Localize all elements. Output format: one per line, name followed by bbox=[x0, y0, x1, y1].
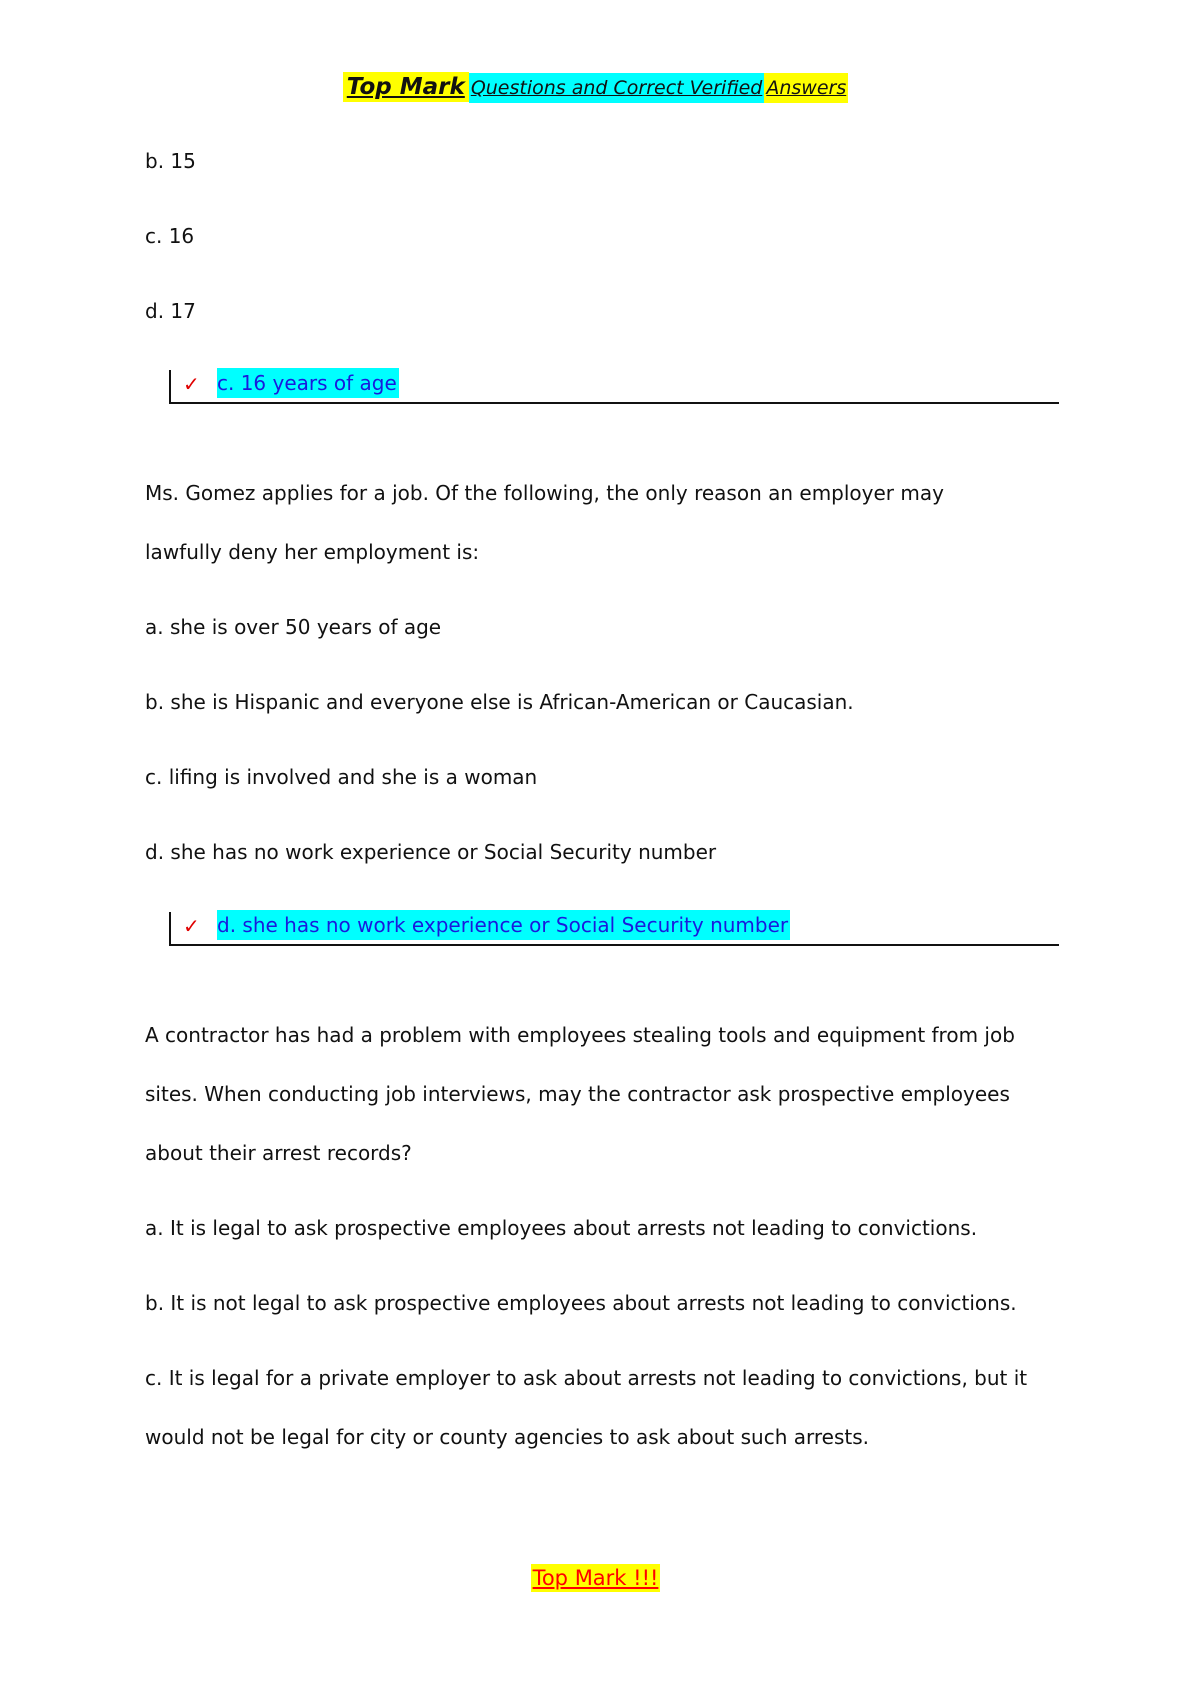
check-mark-icon: ✓ bbox=[183, 914, 200, 938]
q2-option-d: d. she has no work experience or Social Security number bbox=[145, 840, 717, 864]
q2-option-a: a. she is over 50 years of age bbox=[145, 615, 442, 639]
header-answers-label: Answers bbox=[764, 73, 848, 103]
check-mark-icon: ✓ bbox=[183, 372, 200, 396]
q2-question-line-2: lawfully deny her employment is: bbox=[145, 540, 480, 564]
page-footer bbox=[0, 1564, 1191, 1594]
q2-option-c: c. lifing is involved and she is a woman bbox=[145, 765, 538, 789]
page-header bbox=[0, 72, 1191, 104]
footer-text: Top Mark !!! bbox=[532, 1566, 659, 1590]
q1-option-b: b. 15 bbox=[145, 149, 196, 173]
q2-question-line-1: Ms. Gomez applies for a job. Of the following, the only reason an employer may bbox=[145, 481, 944, 505]
q3-option-c-line-1: c. It is legal for a private employer to ask about arrests not leading to convictions, but it bbox=[145, 1366, 1028, 1390]
header-brand: Top Mark bbox=[343, 72, 469, 102]
q1-option-d: d. 17 bbox=[145, 299, 196, 323]
q3-option-c-line-2: would not be legal for city or county agencies to ask about such arrests. bbox=[145, 1425, 870, 1449]
q3-option-a: a. It is legal to ask prospective employees about arrests not leading to convictions. bbox=[145, 1216, 978, 1240]
header-subtitle: Questions and Correct Verified bbox=[469, 73, 765, 103]
q1-answer-box bbox=[169, 370, 1059, 404]
q3-question-line-1: A contractor has had a problem with employees stealing tools and equipment from job bbox=[145, 1023, 1015, 1047]
q3-question-line-2: sites. When conducting job interviews, may the contractor ask prospective employees bbox=[145, 1082, 1010, 1106]
q2-answer: d. she has no work experience or Social Security number bbox=[217, 910, 790, 940]
q2-option-b: b. she is Hispanic and everyone else is African-American or Caucasian. bbox=[145, 690, 854, 714]
q1-option-c: c. 16 bbox=[145, 224, 195, 248]
q2-answer-box bbox=[169, 912, 1059, 946]
q3-question-line-3: about their arrest records? bbox=[145, 1141, 412, 1165]
q3-option-b: b. It is not legal to ask prospective employees about arrests not leading to convictions. bbox=[145, 1291, 1017, 1315]
q1-answer: c. 16 years of age bbox=[217, 368, 399, 398]
